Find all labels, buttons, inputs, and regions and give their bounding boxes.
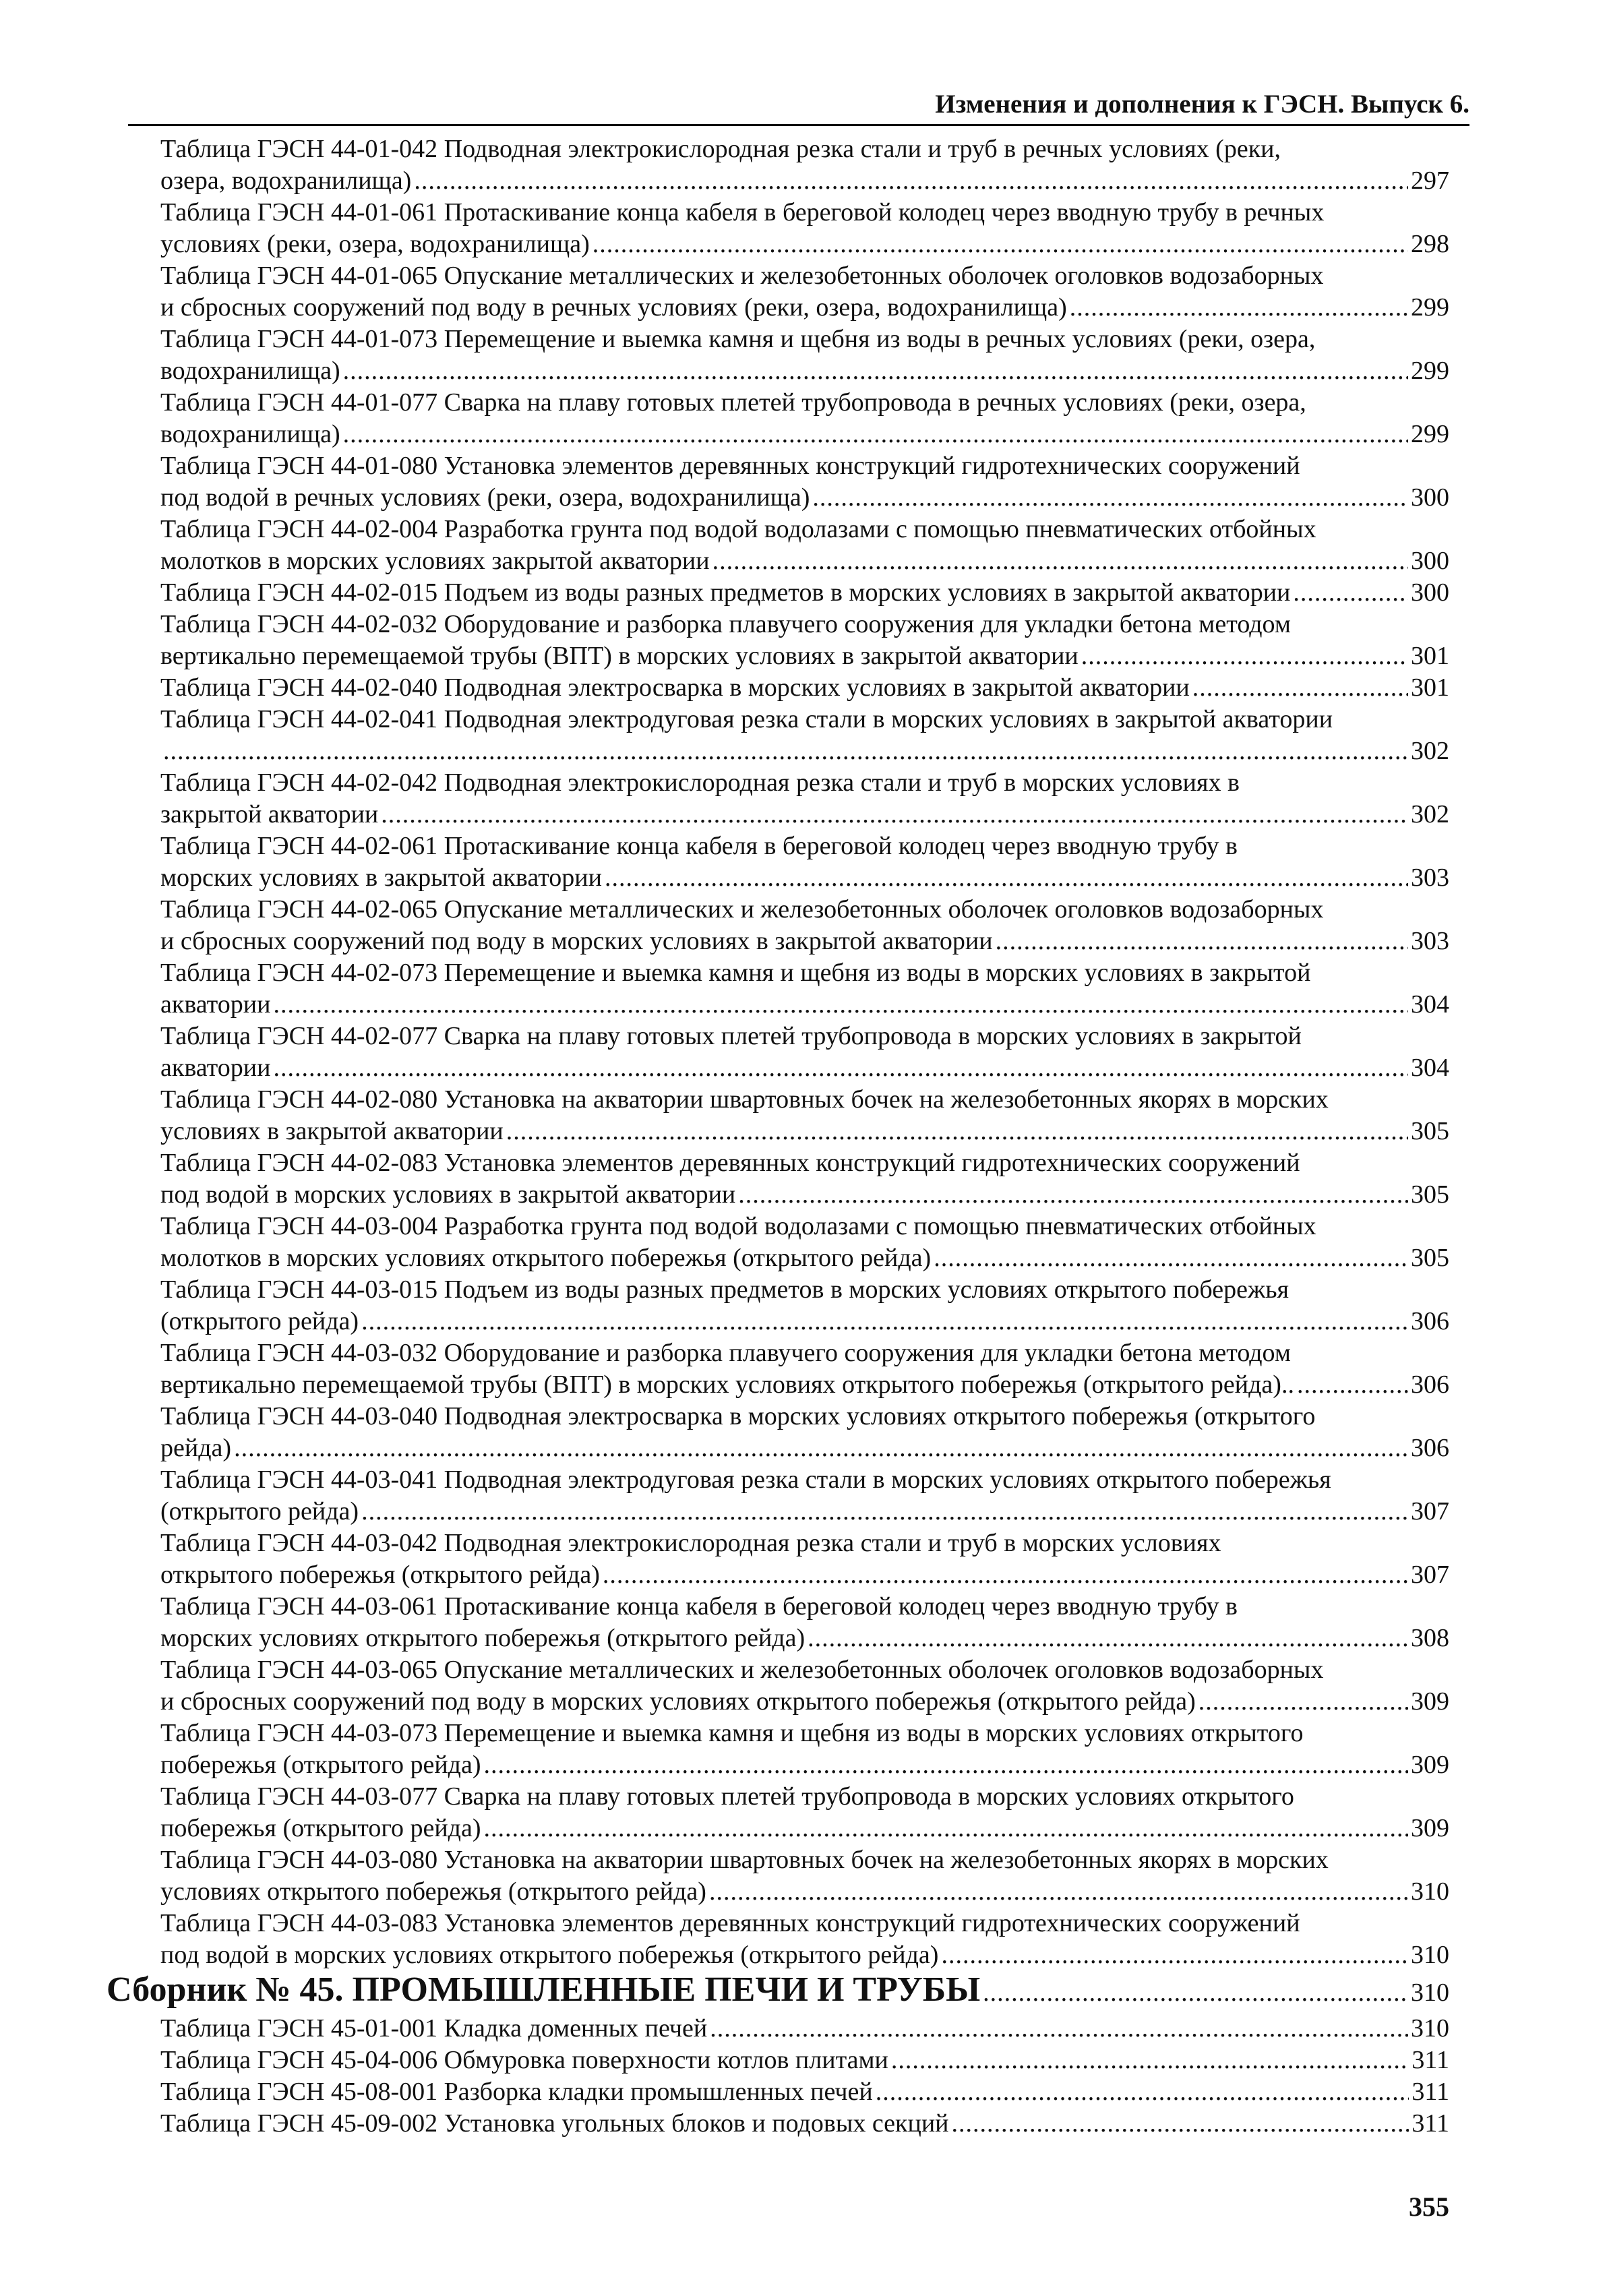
toc-entry-title-line: Таблица ГЭСН 44-02-073 Перемещение и выемка камня и щебня из воды в морских условиях в закрытой: [160, 959, 1311, 987]
toc-entry-title-end: и сбросных сооружений под воду в морских условиях открытого побережья (открытого рейда): [160, 1687, 1196, 1716]
toc-entry-title-line: Таблица ГЭСН 44-02-032 Оборудование и разборка плавучего сооружения для укладки бетона методом: [160, 610, 1291, 638]
dot-leader: [361, 1306, 1408, 1337]
dot-leader: [1198, 1686, 1408, 1718]
toc-entry-page: 306: [1411, 1307, 1449, 1335]
toc-entry-page: 301: [1411, 642, 1449, 670]
dot-leader: [1293, 577, 1408, 609]
dot-leader: [605, 862, 1408, 894]
dot-leader: [234, 1432, 1408, 1464]
toc-entry-title-line: Таблица ГЭСН 44-02-065 Опускание металлических и железобетонных оболочек оголовков водозаборных: [160, 895, 1324, 924]
toc-entry-page: 302: [1411, 800, 1449, 828]
toc-entry-title-line: Таблица ГЭСН 44-03-040 Подводная электросварка в морских условиях открытого побережья (открытого: [160, 1402, 1316, 1430]
toc-entry-page: 311: [1411, 2109, 1449, 2138]
dot-leader: [1070, 292, 1408, 324]
dot-leader: [343, 355, 1408, 387]
toc-entry-title-end: (открытого рейда): [160, 1497, 359, 1525]
toc-entry-title-end: Таблица ГЭСН 45-04-006 Обмуровка поверхности котлов плитами: [160, 2046, 888, 2074]
toc-entry-title-end: и сбросных сооружений под воду в речных условиях (реки, озера, водохранилища): [160, 293, 1067, 322]
toc-entry[interactable]: [160, 324, 1449, 387]
toc-entry-title-end: вертикально перемещаемой трубы (ВПТ) в морских условиях открытого побережья (открытого рейда)..: [160, 1370, 1294, 1399]
dot-leader: [273, 1052, 1408, 1084]
toc-entry-last-line: [160, 1242, 1449, 1274]
toc-entry[interactable]: [160, 577, 1449, 609]
toc-section-heading[interactable]: [107, 1972, 1449, 2010]
dot-leader: [712, 545, 1408, 577]
dot-leader: [983, 1975, 1408, 2010]
dot-leader: [506, 1116, 1408, 1147]
section-page: 310: [1411, 1978, 1449, 2007]
toc-entry-title-end: молотков в морских условиях закрытой акватории: [160, 547, 710, 575]
page-number: 355: [1409, 2192, 1449, 2222]
toc-entry-title-line: Таблица ГЭСН 44-01-073 Перемещение и выемка камня и щебня из воды в речных условиях (реки, озера,: [160, 325, 1316, 353]
toc-entry-last-line: [160, 640, 1449, 672]
dot-leader: [484, 1813, 1408, 1844]
toc-entry-title-line: Таблица ГЭСН 44-03-015 Подъем из воды разных предметов в морских условиях открытого побережья: [160, 1275, 1289, 1304]
toc-entry[interactable]: [160, 767, 1449, 830]
toc-entry-title-line: Таблица ГЭСН 44-01-080 Установка элементов деревянных конструкций гидротехнических сооружений: [160, 452, 1300, 480]
toc-entry[interactable]: [160, 1337, 1449, 1401]
toc-entry-title-end: и сбросных сооружений под воду в морских условиях в закрытой акватории: [160, 927, 993, 955]
toc-entry[interactable]: [160, 957, 1449, 1021]
toc-entry-title-end: озера, водохранилища): [160, 167, 412, 195]
toc-entry-page: 307: [1411, 1561, 1449, 1589]
toc-entry-title-line: Таблица ГЭСН 44-03-004 Разработка грунта под водой водолазами с помощью пневматических отбойных: [160, 1212, 1316, 1240]
toc-entry-last-line: [160, 799, 1449, 830]
toc-entry-page: 300: [1411, 483, 1449, 512]
dot-leader: [812, 482, 1408, 514]
toc-entry-title-end: молотков в морских условиях открытого побережья (открытого рейда): [160, 1244, 932, 1272]
toc-entry-page: 306: [1411, 1370, 1449, 1399]
dot-leader: [941, 1939, 1408, 1971]
toc-entry[interactable]: [160, 1844, 1449, 1908]
toc-entry-title-line: Таблица ГЭСН 44-01-077 Сварка на плаву готовых плетей трубопровода в речных условиях (реки, озера,: [160, 388, 1306, 417]
toc-entry-title-end: водохранилища): [160, 357, 340, 385]
toc-entry-title-end: водохранилища): [160, 420, 340, 448]
toc-entry[interactable]: [160, 830, 1449, 894]
dot-leader: [1081, 640, 1408, 672]
toc-entry-page: 309: [1411, 1751, 1449, 1779]
toc-entry[interactable]: [160, 2076, 1449, 2108]
toc-entry-last-line: [160, 1369, 1449, 1401]
toc-entry-title-end: открытого побережья (открытого рейда): [160, 1561, 600, 1589]
header-rule: [128, 124, 1469, 126]
dot-leader: [891, 2045, 1409, 2076]
toc-entry-last-line: [160, 1686, 1449, 1718]
toc-entry-last-line: [160, 1939, 1449, 1971]
toc-entry-title-line: Таблица ГЭСН 44-03-065 Опускание металлических и железобетонных оболочек оголовков водозаборных: [160, 1656, 1324, 1684]
toc-entry-title-line: Таблица ГЭСН 44-02-041 Подводная электродуговая резка стали в морских условиях в закрытой акватории: [160, 705, 1333, 733]
toc-entry-title-end: акватории: [160, 1054, 271, 1082]
dot-leader: [361, 1496, 1408, 1528]
toc-entry-page: 310: [1411, 2014, 1449, 2043]
toc-entry-title-end: условиях открытого побережья (открытого рейда): [160, 1877, 706, 1906]
dot-leader: [738, 1179, 1408, 1211]
toc-entry-last-line: [160, 2076, 1449, 2108]
toc-entry-title-line: Таблица ГЭСН 44-01-042 Подводная электрокислородная резка стали и труб в речных условиях (реки,: [160, 135, 1281, 163]
dot-leader: [710, 2013, 1408, 2045]
dot-leader: [273, 989, 1408, 1021]
toc-entry[interactable]: [160, 1274, 1449, 1337]
toc-entry-last-line: [160, 1052, 1449, 1084]
toc-entry-last-line: [160, 672, 1449, 704]
toc-entry[interactable]: [160, 1654, 1449, 1718]
dot-leader: [163, 735, 1408, 767]
toc-entry-page: 311: [1411, 2046, 1449, 2074]
toc-entry-title-end: условиях (реки, озера, водохранилища): [160, 230, 590, 258]
toc-entry-page: 303: [1411, 927, 1449, 955]
toc-entry[interactable]: [160, 1464, 1449, 1528]
toc-entry-last-line: [160, 545, 1449, 577]
dot-leader: [603, 1559, 1408, 1591]
toc-entry-last-line: [160, 1876, 1449, 1908]
toc-entry-page: 305: [1411, 1117, 1449, 1145]
running-header: Изменения и дополнения к ГЭСН. Выпуск 6.: [935, 90, 1469, 119]
toc-entry-title-end: вертикально перемещаемой трубы (ВПТ) в морских условиях в закрытой акватории: [160, 642, 1079, 670]
dot-leader: [1297, 1369, 1408, 1401]
toc-entry-page: 302: [1411, 737, 1449, 765]
toc-entry-last-line: [160, 1559, 1449, 1591]
toc-entry-title-end: под водой в морских условиях открытого побережья (открытого рейда): [160, 1941, 939, 1969]
toc-entry-title-end: Таблица ГЭСН 44-02-015 Подъем из воды разных предметов в морских условиях в закрытой акватории: [160, 578, 1291, 607]
toc-entry[interactable]: [160, 1528, 1449, 1591]
toc-entry-page: 311: [1411, 2078, 1449, 2106]
dot-leader: [414, 165, 1408, 197]
toc-entry-title-line: Таблица ГЭСН 44-02-083 Установка элементов деревянных конструкций гидротехнических сооружений: [160, 1149, 1300, 1177]
toc-entry-page: 298: [1411, 230, 1449, 258]
toc-entry-title-line: Таблица ГЭСН 44-03-061 Протаскивание конца кабеля в береговой колодец через вводную трубу в: [160, 1592, 1238, 1621]
toc-entry-title-end: морских условиях открытого побережья (открытого рейда): [160, 1624, 806, 1652]
toc-entry-page: 310: [1411, 1941, 1449, 1969]
toc-entry-title-end: (открытого рейда): [160, 1307, 359, 1335]
toc-entry-title-end: Таблица ГЭСН 45-01-001 Кладка доменных печей: [160, 2014, 708, 2043]
dot-leader: [876, 2076, 1409, 2108]
toc-entry-title-line: Таблица ГЭСН 44-03-042 Подводная электрокислородная резка стали и труб в морских условиях: [160, 1529, 1221, 1557]
toc-entry[interactable]: [160, 2013, 1449, 2045]
toc-entry[interactable]: [160, 894, 1449, 957]
toc-entry[interactable]: [160, 704, 1449, 767]
toc-entry-last-line: [160, 165, 1449, 197]
toc-entry-page: 304: [1411, 990, 1449, 1019]
toc-group-44: [0, 133, 1609, 1971]
toc-entry-page: 305: [1411, 1244, 1449, 1272]
toc-entry[interactable]: [160, 1147, 1449, 1211]
toc-entry-last-line: [160, 1813, 1449, 1844]
toc-entry[interactable]: [160, 2108, 1449, 2140]
toc-entry-title-line: Таблица ГЭСН 44-02-004 Разработка грунта под водой водолазами с помощью пневматических отбойных: [160, 515, 1316, 543]
toc-entry[interactable]: [160, 1021, 1449, 1084]
toc-entry-last-line: [160, 735, 1449, 767]
toc-entry-title-line: Таблица ГЭСН 44-02-080 Установка на акватории швартовных бочек на железобетонных якорях в морских: [160, 1085, 1329, 1114]
toc-entry-page: 299: [1411, 293, 1449, 322]
toc-entry[interactable]: [160, 1084, 1449, 1147]
toc-entry-page: 300: [1411, 578, 1449, 607]
toc-entry-page: 299: [1411, 357, 1449, 385]
dot-leader: [996, 926, 1408, 957]
toc-entry-title-end: под водой в речных условиях (реки, озера, водохранилища): [160, 483, 810, 512]
toc-entry-page: 309: [1411, 1687, 1449, 1716]
toc-entry-last-line: [160, 1432, 1449, 1464]
toc-entry[interactable]: [160, 1401, 1449, 1464]
toc-entry-title-line: Таблица ГЭСН 44-03-073 Перемещение и выемка камня и щебня из воды в морских условиях открытого: [160, 1719, 1304, 1747]
table-of-contents: [0, 133, 1609, 2140]
toc-entry-page: 307: [1411, 1497, 1449, 1525]
toc-entry-page: 299: [1411, 420, 1449, 448]
toc-entry[interactable]: [160, 197, 1449, 260]
toc-entry-last-line: [160, 1749, 1449, 1781]
toc-entry-last-line: [160, 2108, 1449, 2140]
dot-leader: [593, 229, 1408, 260]
toc-entry[interactable]: [160, 672, 1449, 704]
toc-entry-title-end: морских условиях в закрытой акватории: [160, 864, 602, 892]
toc-entry-title-end: Таблица ГЭСН 45-09-002 Установка угольных блоков и подовых секций: [160, 2109, 949, 2138]
toc-entry-last-line: [160, 292, 1449, 324]
toc-entry-title-end: Таблица ГЭСН 45-08-001 Разборка кладки промышленных печей: [160, 2078, 873, 2106]
toc-entry[interactable]: [160, 387, 1449, 450]
toc-entry-title-end: рейда): [160, 1434, 232, 1462]
toc-entry[interactable]: [160, 1908, 1449, 1971]
toc-entry-title-end: условиях в закрытой акватории: [160, 1117, 504, 1145]
toc-entry-title-line: Таблица ГЭСН 44-03-080 Установка на акватории швартовных бочек на железобетонных якорях в морских: [160, 1846, 1329, 1874]
toc-entry-page: 310: [1411, 1877, 1449, 1906]
toc-entry-last-line: [160, 229, 1449, 260]
toc-entry-title-line: Таблица ГЭСН 44-02-061 Протаскивание конца кабеля в береговой колодец через вводную трубу в: [160, 832, 1238, 860]
toc-entry-page: 300: [1411, 547, 1449, 575]
toc-entry-title-line: Таблица ГЭСН 44-02-077 Сварка на плаву готовых плетей трубопровода в морских условиях в закрытой: [160, 1022, 1302, 1050]
toc-entry[interactable]: [160, 2045, 1449, 2076]
toc-entry-page: 303: [1411, 864, 1449, 892]
toc-entry-page: 309: [1411, 1814, 1449, 1842]
dot-leader: [1192, 672, 1408, 704]
toc-entry-title-line: Таблица ГЭСН 44-03-083 Установка элементов деревянных конструкций гидротехнических сооружений: [160, 1909, 1300, 1937]
toc-entry-last-line: [160, 1179, 1449, 1211]
dot-leader: [343, 419, 1408, 450]
dot-leader: [952, 2108, 1409, 2140]
toc-entry-page: 305: [1411, 1180, 1449, 1209]
toc-entry[interactable]: [160, 1718, 1449, 1781]
toc-entry-page: 301: [1411, 673, 1449, 702]
toc-entry-last-line: [160, 926, 1449, 957]
toc-entry[interactable]: [160, 1211, 1449, 1274]
toc-entry-title-end: закрытой акватории: [160, 800, 379, 828]
toc-entry-page: 308: [1411, 1624, 1449, 1652]
toc-entry-last-line: [160, 355, 1449, 387]
toc-entry-last-line: [160, 1306, 1449, 1337]
toc-entry-page: 297: [1411, 167, 1449, 195]
toc-entry-title-end: побережья (открытого рейда): [160, 1814, 481, 1842]
toc-entry-page: 306: [1411, 1434, 1449, 1462]
toc-entry[interactable]: [160, 260, 1449, 324]
toc-entry-title-line: Таблица ГЭСН 44-01-061 Протаскивание конца кабеля в береговой колодец через вводную трубу в речных: [160, 198, 1325, 226]
toc-group-45: [0, 2013, 1609, 2140]
toc-entry-last-line: [160, 989, 1449, 1021]
toc-entry[interactable]: [160, 609, 1449, 672]
toc-entry-last-line: [160, 419, 1449, 450]
dot-leader: [709, 1876, 1408, 1908]
dot-leader: [484, 1749, 1408, 1781]
toc-entry-title-end: побережья (открытого рейда): [160, 1751, 481, 1779]
toc-entry-title-end: акватории: [160, 990, 271, 1019]
toc-entry-last-line: [160, 1496, 1449, 1528]
toc-entry-last-line: [160, 482, 1449, 514]
dot-leader: [934, 1242, 1408, 1274]
toc-entry-title-line: Таблица ГЭСН 44-03-041 Подводная электродуговая резка стали в морских условиях открытого побережья: [160, 1466, 1331, 1494]
toc-entry[interactable]: [160, 450, 1449, 514]
toc-entry-title-line: Таблица ГЭСН 44-02-042 Подводная электрокислородная резка стали и труб в морских условиях в: [160, 768, 1240, 797]
toc-entry-title-end: Таблица ГЭСН 44-02-040 Подводная электросварка в морских условиях в закрытой акватории: [160, 673, 1190, 702]
dot-leader: [808, 1623, 1408, 1654]
toc-entry[interactable]: [160, 133, 1449, 197]
toc-entry-last-line: [160, 2045, 1449, 2076]
toc-entry-last-line: [160, 1623, 1449, 1654]
toc-entry[interactable]: [160, 514, 1449, 577]
toc-entry-title-line: Таблица ГЭСН 44-03-032 Оборудование и разборка плавучего сооружения для укладки бетона методом: [160, 1339, 1291, 1367]
toc-entry-title-end: под водой в морских условиях в закрытой акватории: [160, 1180, 736, 1209]
toc-entry-last-line: [160, 2013, 1449, 2045]
toc-entry[interactable]: [160, 1781, 1449, 1844]
toc-entry-title-line: Таблица ГЭСН 44-03-077 Сварка на плаву готовых плетей трубопровода в морских условиях открытого: [160, 1782, 1294, 1811]
dot-leader: [381, 799, 1408, 830]
toc-entry-last-line: [160, 577, 1449, 609]
toc-entry-title-line: Таблица ГЭСН 44-01-065 Опускание металлических и железобетонных оболочек оголовков водозаборных: [160, 262, 1324, 290]
toc-entry-last-line: [160, 1116, 1449, 1147]
toc-entry-page: 304: [1411, 1054, 1449, 1082]
toc-entry[interactable]: [160, 1591, 1449, 1654]
section-title: Сборник № 45. ПРОМЫШЛЕННЫЕ ПЕЧИ И ТРУБЫ: [107, 1970, 981, 2009]
toc-entry-last-line: [160, 862, 1449, 894]
